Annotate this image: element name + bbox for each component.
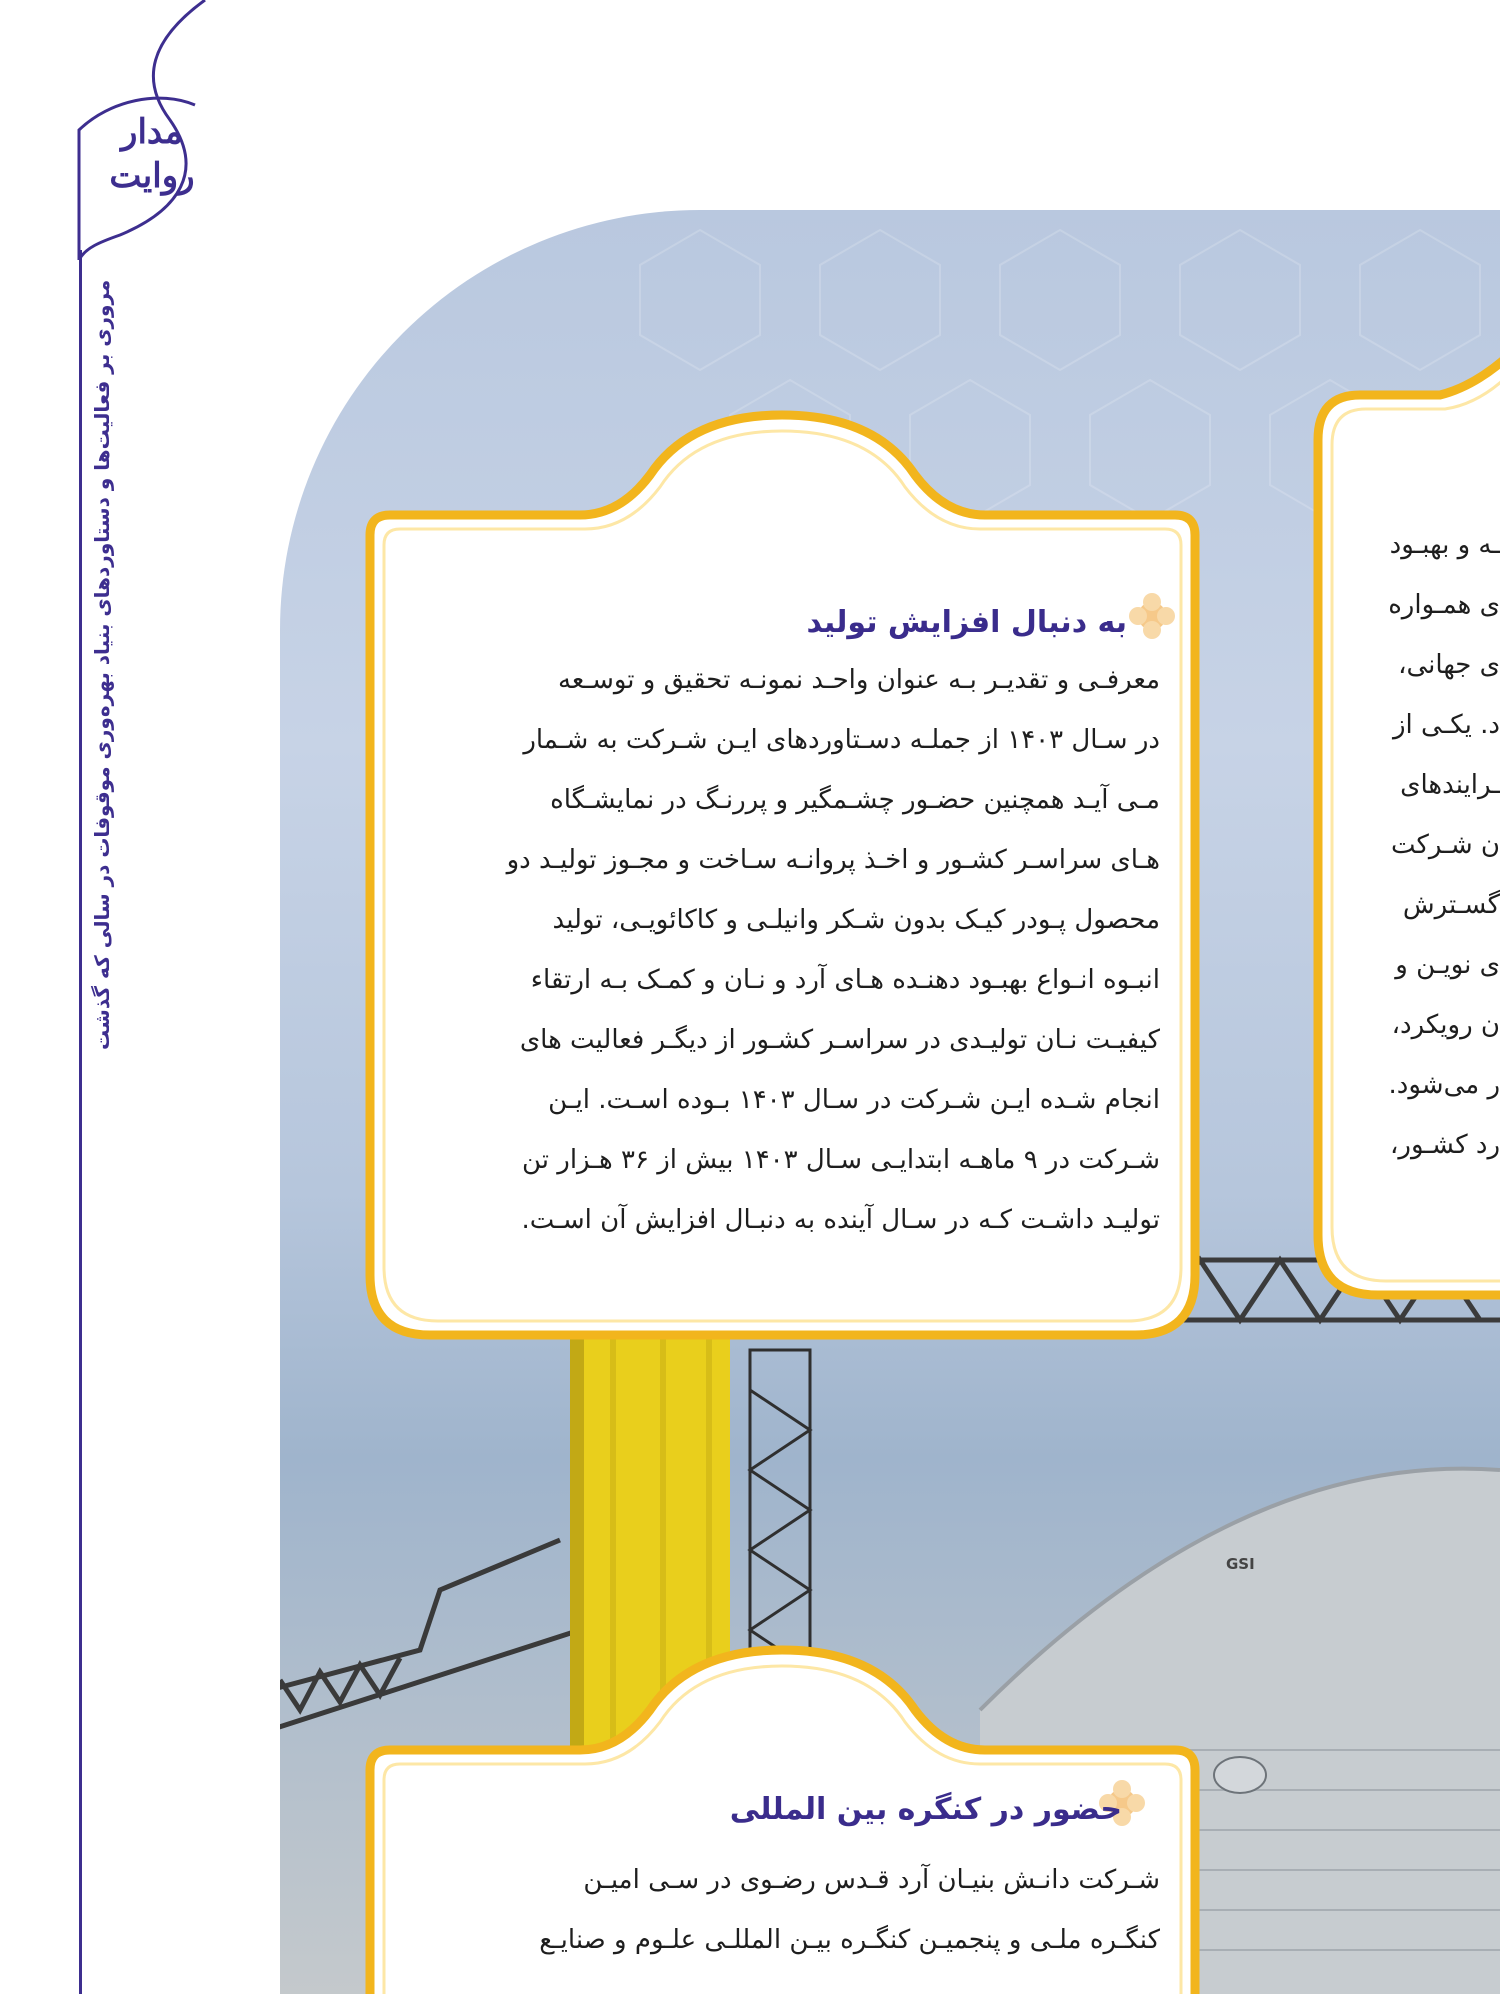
card-title: حضور در کنگره بین المللی bbox=[729, 1792, 1122, 1827]
body-line: شـرکت در ۹ ماهـه ابتدایـی سـال ۱۴۰۳ بیش از ۳۶ هـزار تن bbox=[521, 1145, 1160, 1175]
logo bbox=[92, 110, 212, 220]
body-line: معرفـی و تقدیـر بـه عنوان واحـد نمونـه تحقیق و توسـعه bbox=[557, 665, 1160, 695]
card-title: به دنبال افزایش تولید bbox=[806, 605, 1127, 640]
card-body bbox=[390, 1850, 1160, 1970]
side-caption: مروری بر فعالیت‌ها و دستاوردهای بنیاد بهره‌وری موقوفات در سالی که گذشت bbox=[90, 279, 114, 1050]
side-rule bbox=[79, 250, 82, 1994]
body-line: ن شـرکت bbox=[1390, 830, 1500, 860]
body-line: ـه و بهبـود bbox=[1389, 530, 1500, 560]
body-line: محصول پـودر کیـک بدون شـکر وانیلـی و کاکائویـی، تولید bbox=[552, 905, 1160, 935]
card-body bbox=[390, 650, 1160, 1250]
card-international-congress bbox=[330, 1630, 1235, 1994]
body-line: ی نویـن و bbox=[1395, 950, 1500, 980]
body-line: ن رویکرد، bbox=[1391, 1010, 1500, 1040]
body-line: انبـوه انـواع بهبـود دهنـده هـای آرد و نـان و کمـک بـه ارتقاء bbox=[530, 965, 1160, 995]
body-line: گسـترش bbox=[1402, 890, 1500, 920]
body-line: کیفیـت نـان تولیـدی در سراسـر کشـور از دیگـر فعالیت های bbox=[519, 1025, 1160, 1055]
body-line: ی جهانی، bbox=[1398, 650, 1500, 680]
body-line: ر می‌شود. bbox=[1388, 1070, 1500, 1100]
title-flower-icon bbox=[1129, 593, 1175, 639]
body-line: هـای سراسـر کشـور و اخـذ پروانـه سـاخت و مجـوز تولیـد دو bbox=[506, 845, 1160, 875]
card-right-cropped bbox=[1300, 345, 1500, 1345]
logo-text: مدار روایت bbox=[109, 112, 195, 196]
card-body bbox=[1330, 515, 1500, 1175]
body-line: مـی آیـد همچنین حضـور چشـمگیر و پررنـگ در نمایشـگاه bbox=[550, 785, 1160, 815]
body-line: د. یکـی از bbox=[1392, 710, 1500, 740]
body-line: در سـال ۱۴۰۳ از جملـه دسـتاوردهای ایـن شـرکت به شـمار bbox=[523, 725, 1160, 755]
body-line: کنگـره ملـی و پنجمیـن کنگـره بیـن المللـی علـوم و صنایـع bbox=[539, 1925, 1160, 1955]
body-line: شـرکت دانـش بنیـان آرد قـدس رضـوی در سـی امیـن bbox=[583, 1865, 1160, 1895]
body-line: تولیـد داشـت کـه در سـال آینده به دنبـال افزایش آن اسـت. bbox=[521, 1205, 1160, 1235]
body-line: انجام شـده ایـن شـرکت در سـال ۱۴۰۳ بـوده اسـت. ایـن bbox=[548, 1085, 1160, 1115]
body-line: ی همـواره bbox=[1388, 590, 1500, 620]
body-line: ـرایندهای bbox=[1400, 770, 1500, 800]
card-increase-production bbox=[330, 395, 1235, 1375]
body-line: رد کشـور، bbox=[1390, 1130, 1500, 1160]
silo-label: GSI bbox=[1226, 1555, 1255, 1573]
